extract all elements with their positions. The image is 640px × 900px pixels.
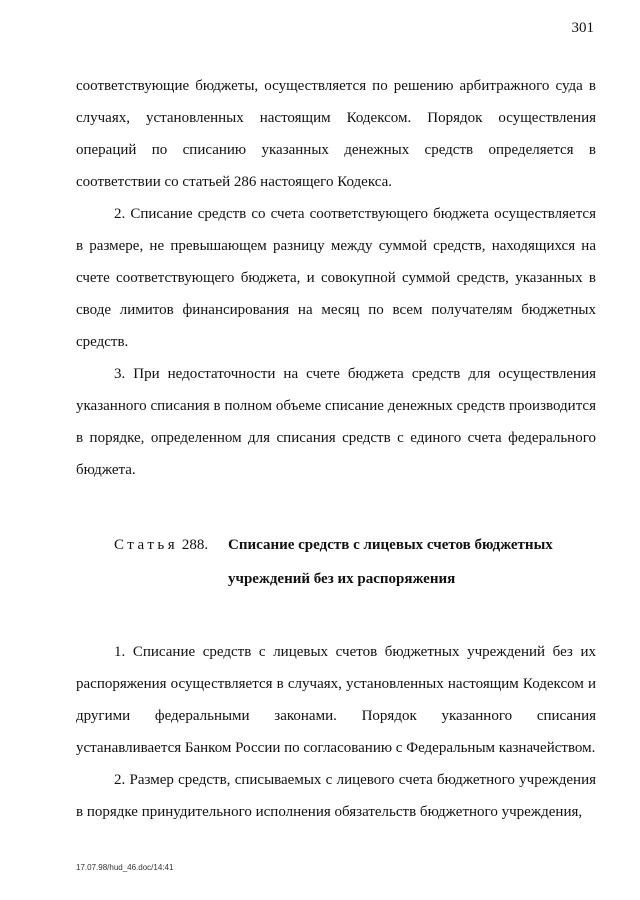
page-number: 301 bbox=[571, 20, 594, 36]
article-label-word: Статья bbox=[114, 537, 179, 553]
article-heading bbox=[76, 528, 596, 596]
paragraph-article-2: 2. Размер средств, списываемых с лицевого счета бюджетного учреждения в порядке принудительного исполнения обязательств бюджетного учреждения, bbox=[76, 772, 596, 820]
paragraph-3: 3. При недостаточности на счете бюджета средств для осуществления указанного списания в полном объеме списание денежных средств производится в порядке, определенном для списания средств с единого счета федерального бюджета. bbox=[76, 366, 596, 478]
footer-file-info: 17.07.98/hud_46.doc/14:41 bbox=[76, 863, 174, 872]
paragraph-article-1: 1. Списание средств с лицевых счетов бюджетных учреждений без их распоряжения осуществляется в случаях, установленных настоящим Кодексом и другими федеральными законами. Порядок указанного списания устанавливается Банком России по согласованию с Федеральным казначейством. bbox=[76, 644, 596, 756]
article-label-number: 288. bbox=[181, 537, 209, 553]
text-block-top bbox=[76, 70, 596, 486]
paragraph-2: 2. Списание средств со счета соответствующего бюджета осуществляется в размере, не превышающем разницу между суммой средств, находящихся на счете соответствующего бюджета, и совокупной суммой средств, указанных в своде лимитов финансирования на месяц по всем получателям бюджетных средств. bbox=[76, 206, 596, 350]
text-block-bottom bbox=[76, 636, 596, 828]
article-title-line2: учреждений без их распоряжения bbox=[228, 571, 456, 587]
article-title-line1: Списание средств с лицевых счетов бюджетных bbox=[228, 537, 553, 553]
article-label bbox=[76, 528, 228, 562]
paragraph-continuation: соответствующие бюджеты, осуществляется по решению арбитражного суда в случаях, установленных настоящим Кодексом. Порядок осуществления операций по списанию указанных денежных средств определяется в соответствии со статьей 286 настоящего Кодекса. bbox=[76, 78, 596, 190]
